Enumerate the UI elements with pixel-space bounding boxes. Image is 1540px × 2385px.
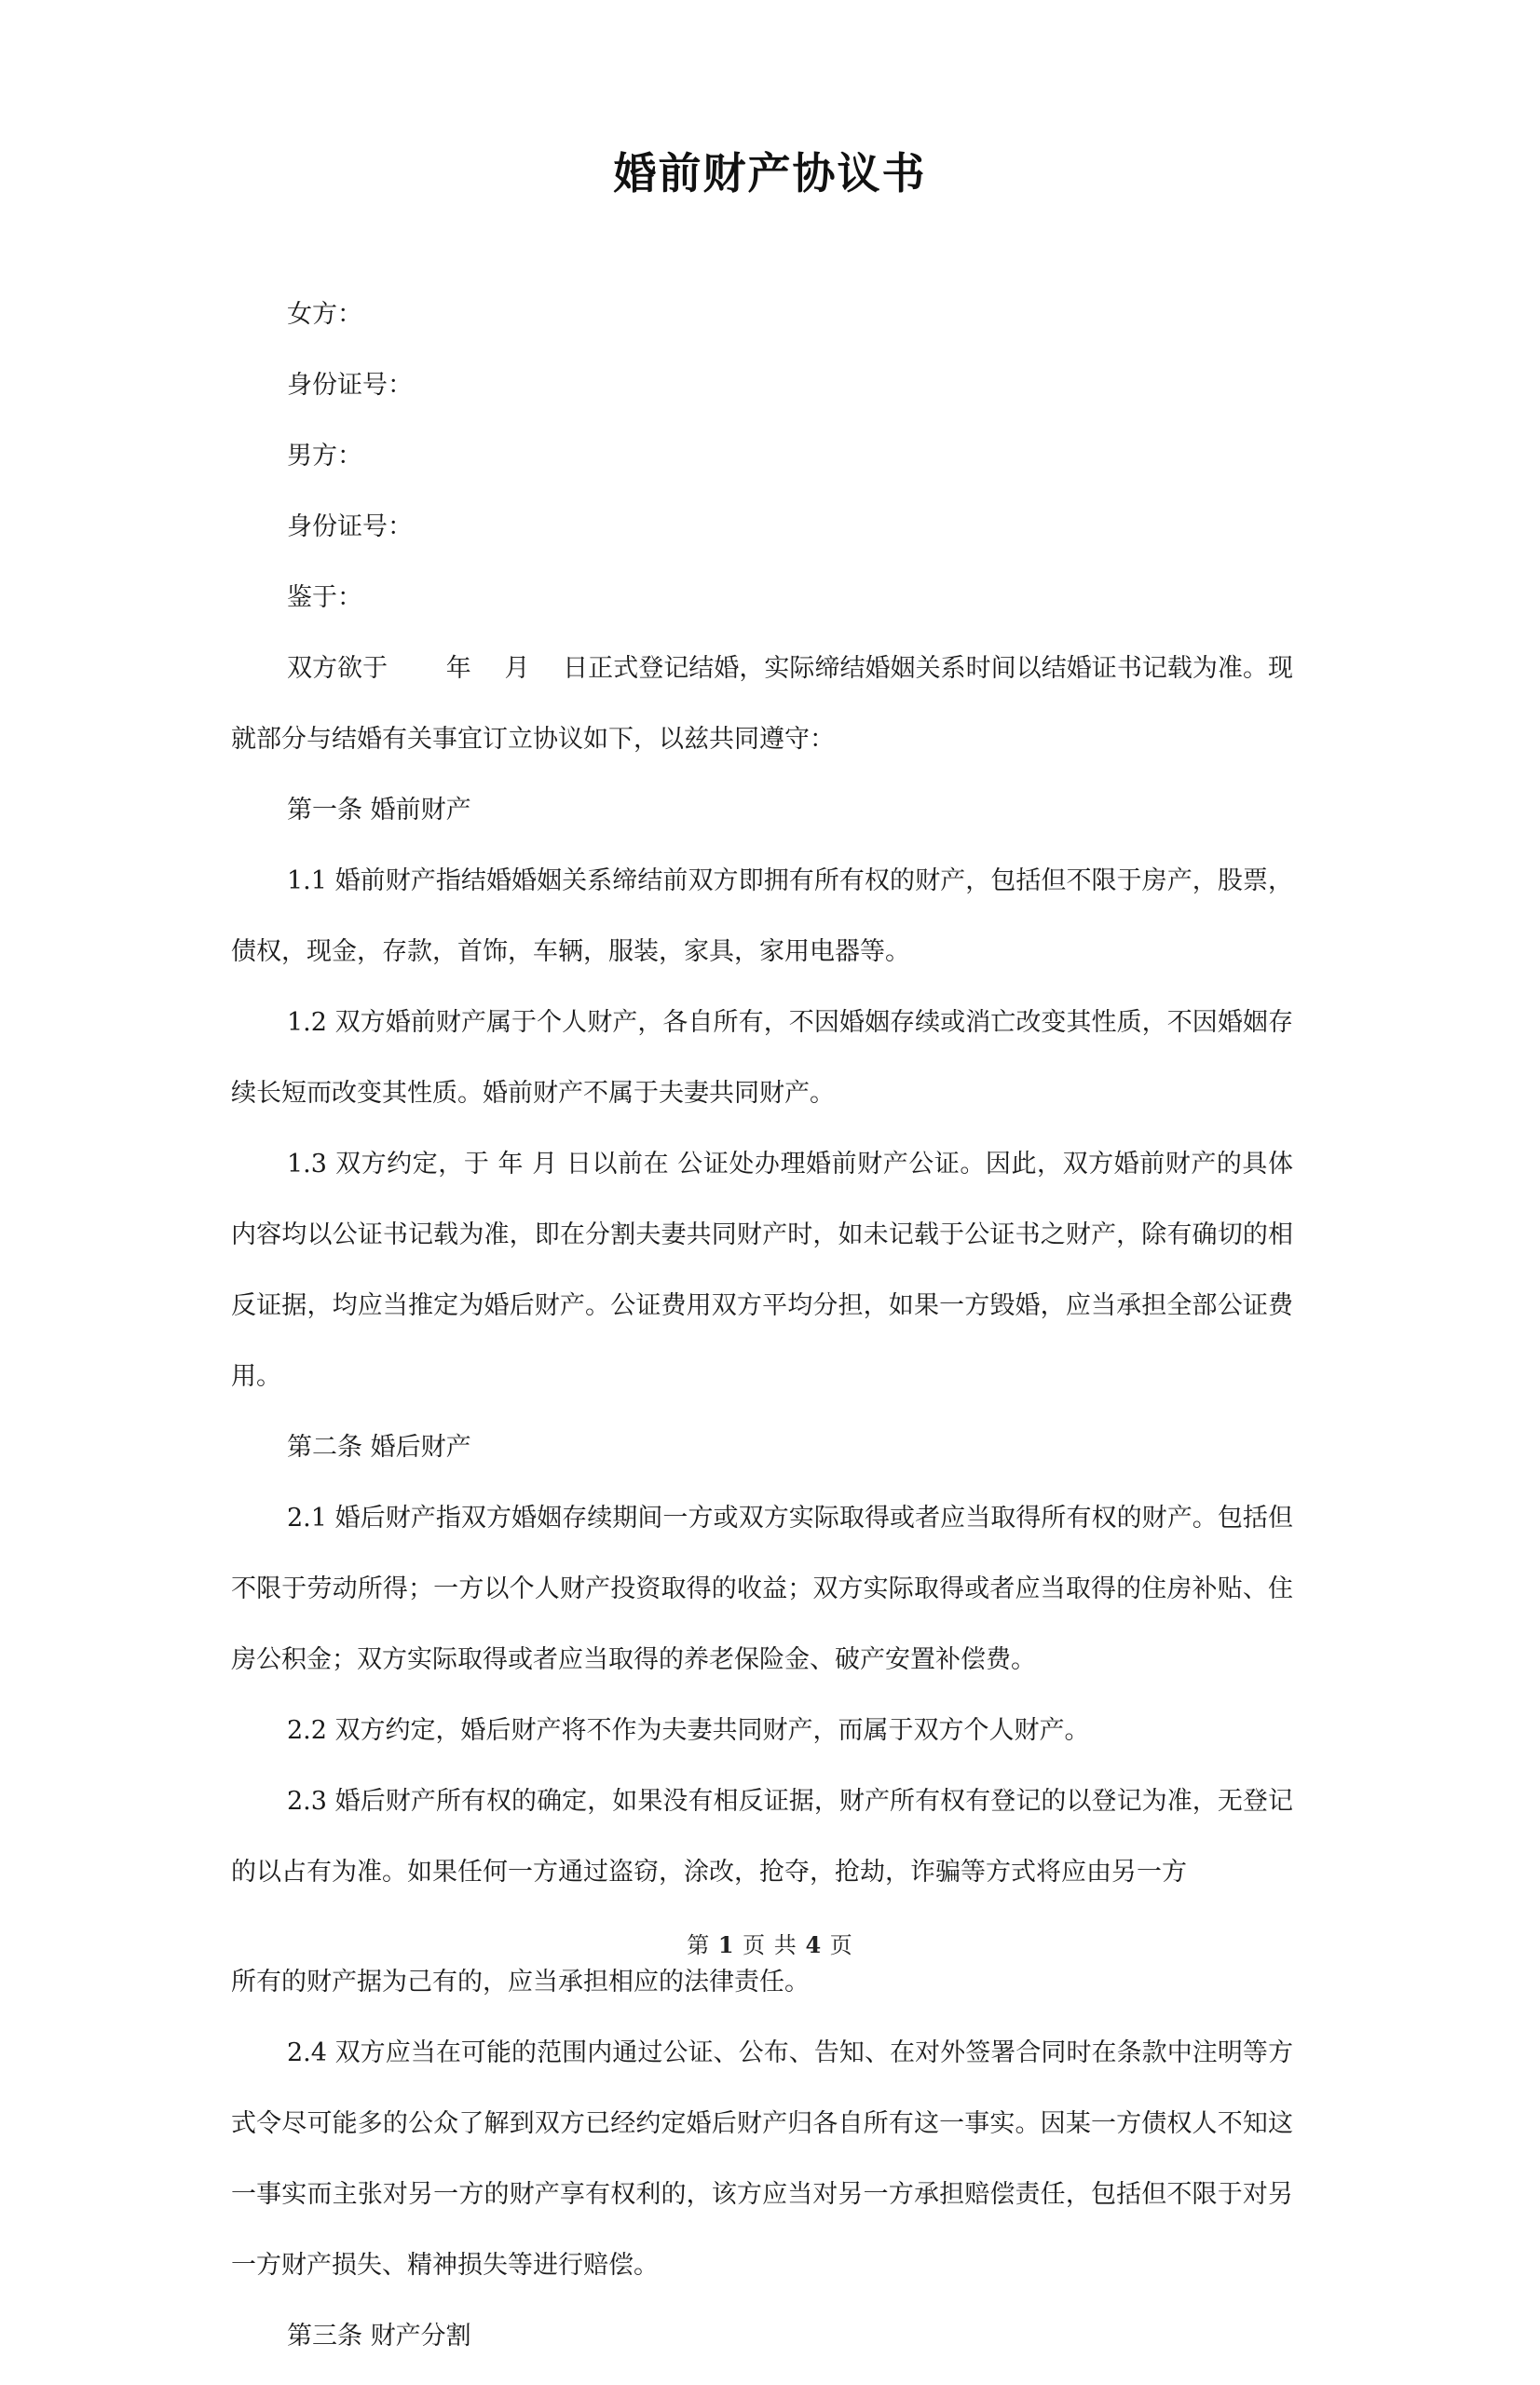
clause-1-3: 1.3 双方约定，于 年 月 日以前在 公证处办理婚前财产公证。因此，双方婚前财产的具体内容均以公证书记载为准，即在分割夫妻共同财产时，如未记载于公证书之财产，除有确切的相反证据，均应当推定为婚后财产。公证费用双方平均分担，如果一方毁婚，应当承担全部公证费用。: [231, 1150, 1293, 1391]
clause-1-1: 1.1 婚前财产指结婚婚姻关系缔结前双方即拥有所有权的财产，包括但不限于房产，股票，债权，现金，存款，首饰，车辆，服装，家具，家用电器等。: [231, 866, 1293, 966]
clause-1-2: 1.2 双方婚前财产属于个人财产，各自所有，不因婚姻存续或消亡改变其性质，不因婚姻存续长短而改变其性质。婚前财产不属于夫妻共同财产。: [231, 1008, 1293, 1108]
husband-field: 男方：: [287, 442, 362, 470]
article-1-heading: 第一条 婚前财产: [287, 796, 471, 825]
clause-2-4: 2.4 双方应当在可能的范围内通过公证、公布、告知、在对外签署合同时在条款中注明等方式令尽可能多的公众了解到双方已经约定婚后财产归各自所有这一事实。因某一方债权人不知这一事实而主张对另一方的财产享有权利的，该方应当对另一方承担赔偿责任，包括但不限于对另一方财产损失、精神损失等进行赔偿。: [231, 2038, 1293, 2280]
whereas-label: 鉴于：: [287, 583, 362, 612]
clause-2-1: 2.1 婚后财产指双方婚姻存续期间一方或双方实际取得或者应当取得所有权的财产。包括但不限于劳动所得；一方以个人财产投资取得的收益；双方实际取得或者应当取得的住房补贴、住房公积金；双方实际取得或者应当取得的养老保险金、破产安置补偿费。: [231, 1504, 1293, 1674]
wife-field: 女方：: [287, 300, 362, 329]
footer-total-pages: 4: [805, 1931, 823, 1958]
document-title: 婚前财产协议书: [613, 148, 927, 198]
footer-suffix: 页: [829, 1932, 853, 1958]
intro-paragraph: 双方欲于 年 月 日正式登记结婚，实际缔结婚姻关系时间以结婚证书记载为准。现就部分与结婚有关事宜订立协议如下，以兹共同遵守：: [231, 654, 1293, 754]
footer-middle: 页 共: [743, 1932, 797, 1958]
clause-2-2: 2.2 双方约定，婚后财产将不作为夫妻共同财产，而属于双方个人财产。: [287, 1716, 1090, 1745]
continuation-line: 所有的财产据为己有的，应当承担相应的法律责任。: [231, 1968, 810, 1997]
article-2-heading: 第二条 婚后财产: [287, 1433, 471, 1462]
footer-page-number: 1: [717, 1931, 735, 1958]
clause-2-3: 2.3 婚后财产所有权的确定，如果没有相反证据，财产所有权有登记的以登记为准，无登记的以占有为准。如果任何一方通过盗窃，涂改，抢夺，抢劫，诈骗等方式将应由另一方: [231, 1787, 1293, 1887]
wife-id-field: 身份证号：: [287, 371, 413, 400]
husband-id-field: 身份证号：: [287, 512, 413, 541]
article-3-heading: 第三条 财产分割: [287, 2322, 471, 2351]
footer-prefix: 第: [687, 1932, 711, 1958]
